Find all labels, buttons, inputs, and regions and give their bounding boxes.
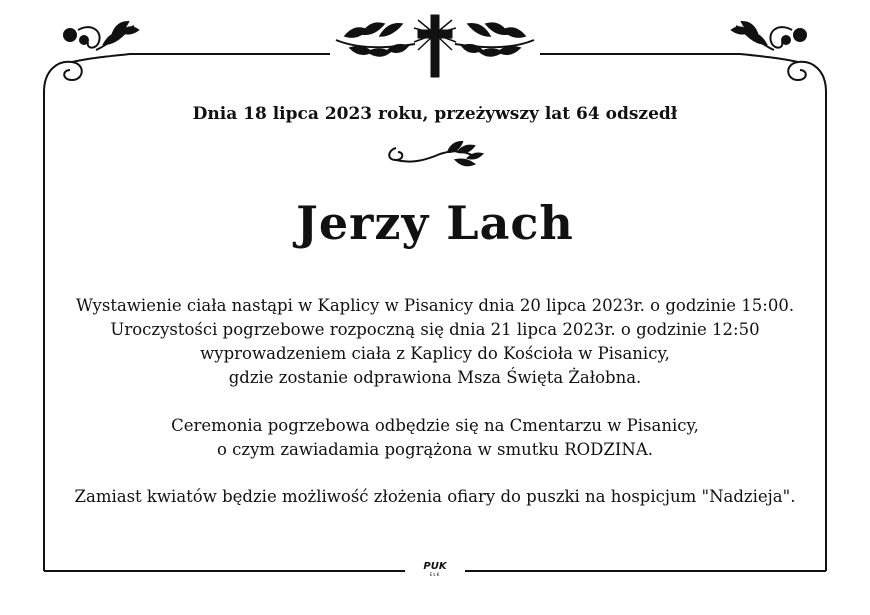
deceased-name: Jerzy Lach xyxy=(296,196,574,250)
cross-icon xyxy=(414,15,456,77)
corner-flourish-icon xyxy=(732,22,826,92)
text-line: o czym zawiadamia pogrążona w smutku RODZINA. xyxy=(217,440,653,459)
intro-line: Dnia 18 lipca 2023 roku, przeżywszy lat 64 odszedł xyxy=(192,104,678,124)
text-line: gdzie zostanie odprawiona Msza Święta Żałobna. xyxy=(228,368,642,387)
footer-logo-text: PUK xyxy=(423,561,447,572)
text-line: Ceremonia pogrzebowa odbędzie się na Cmentarzu w Pisanicy, xyxy=(171,416,699,435)
text-line: Zamiast kwiatów będzie możliwość złożenia ofiary do puszki na hospicjum "Nadzieja". xyxy=(74,487,796,506)
footer-logo xyxy=(414,562,456,577)
text-line: Uroczystości pogrzebowe rozpoczną się dnia 21 lipca 2023r. o godzinie 12:50 xyxy=(110,320,760,339)
divider-flourish-icon xyxy=(389,142,482,165)
text-line: Wystawienie ciała nastąpi w Kaplicy w Pisanicy dnia 20 lipca 2023r. o godzinie 15:00. xyxy=(75,296,795,315)
laurel-icon xyxy=(336,23,415,56)
corner-flourish-icon xyxy=(44,22,138,92)
footer-logo-subtext: EŁK xyxy=(429,572,441,577)
text-line: wyprowadzeniem ciała z Kaplicy do Kościoła w Pisanicy, xyxy=(200,344,670,363)
laurel-icon xyxy=(455,23,534,56)
